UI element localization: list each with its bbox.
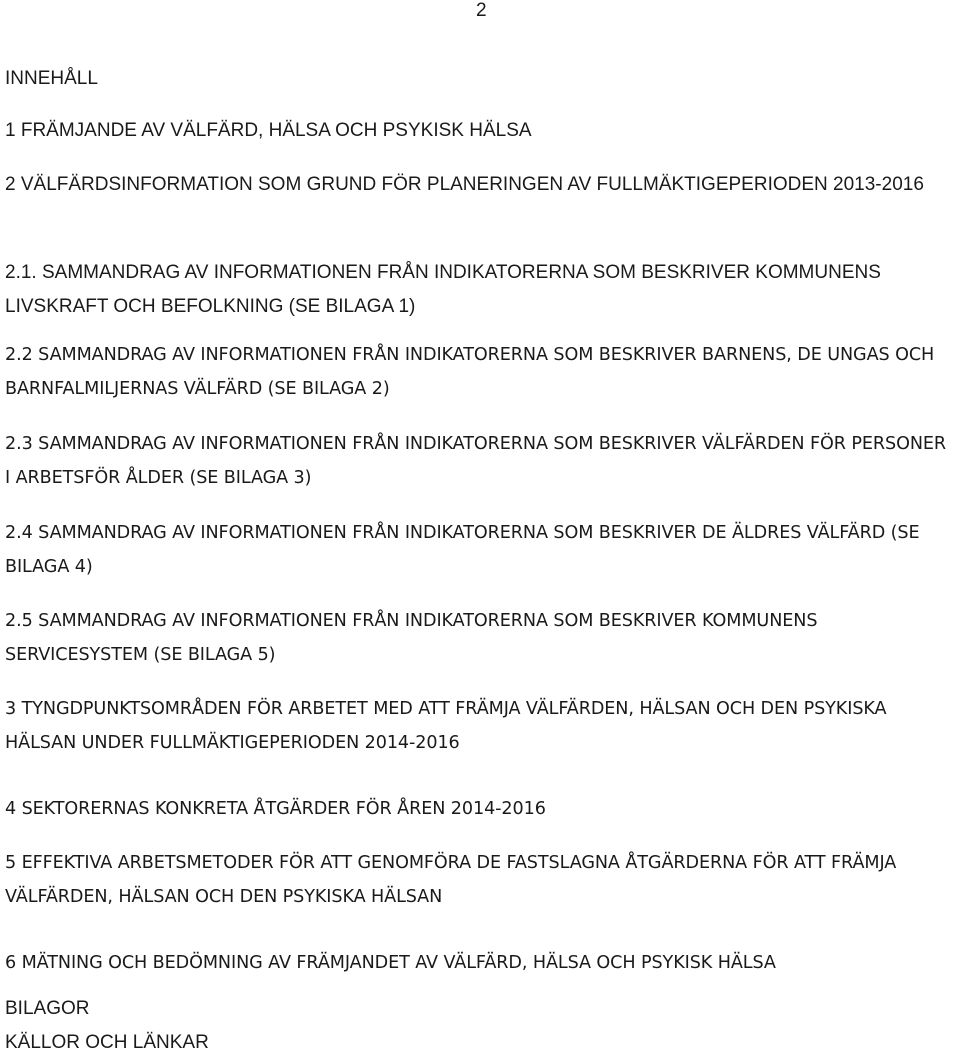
toc-entry-2-3: 2.3 SAMMANDRAG AV INFORMATIONEN FRÅN INDIKATORERNA SOM BESKRIVER VÄLFÄRDEN FÖR PERSONER I ARBETSFÖR ÅLDER (SE BILAGA 3) <box>5 434 947 488</box>
toc-entry-2-5: 2.5 SAMMANDRAG AV INFORMATIONEN FRÅN INDIKATORERNA SOM BESKRIVER KOMMUNENS SERVICESYSTEM (SE BILAGA 5) <box>5 611 818 665</box>
toc-entry-4: 4 SEKTORERNAS KONKRETA ÅTGÄRDER FÖR ÅREN 2014-2016 <box>5 799 546 819</box>
toc-entry-1: 1 FRÄMJANDE AV VÄLFÄRD, HÄLSA OCH PSYKISK HÄLSA <box>5 120 532 141</box>
toc-entry-bilagor: BILAGOR <box>5 998 90 1019</box>
toc-entry-2: 2 VÄLFÄRDSINFORMATION SOM GRUND FÖR PLANERINGEN AV FULLMÄKTIGEPERIODEN 2013-2016 <box>5 174 924 195</box>
toc-entry-3: 3 TYNGDPUNKTSOMRÅDEN FÖR ARBETET MED ATT FRÄMJA VÄLFÄRDEN, HÄLSAN OCH DEN PSYKISKA HÄLSAN UNDER FULLMÄKTIGEPERIODEN 2014-2016 <box>5 699 887 753</box>
toc-entry-6: 6 MÄTNING OCH BEDÖMNING AV FRÄMJANDET AV VÄLFÄRD, HÄLSA OCH PSYKISK HÄLSA <box>5 953 776 973</box>
toc-entry-kallor: KÄLLOR OCH LÄNKAR <box>5 1032 209 1053</box>
page-number: 2 <box>476 0 487 21</box>
toc-entry-5: 5 EFFEKTIVA ARBETSMETODER FÖR ATT GENOMFÖRA DE FASTSLAGNA ÅTGÄRDERNA FÖR ATT FRÄMJA VÄLFÄRDEN, HÄLSAN OCH DEN PSYKISKA HÄLSAN <box>5 853 897 907</box>
toc-heading: INNEHÅLL <box>5 68 98 89</box>
toc-entry-2-2: 2.2 SAMMANDRAG AV INFORMATIONEN FRÅN INDIKATORERNA SOM BESKRIVER BARNENS, DE UNGAS OCH BARNFALMILJERNAS VÄLFÄRD (SE BILAGA 2) <box>5 345 935 399</box>
toc-entry-2-4: 2.4 SAMMANDRAG AV INFORMATIONEN FRÅN INDIKATORERNA SOM BESKRIVER DE ÄLDRES VÄLFÄRD (SE BILAGA 4) <box>5 523 920 577</box>
toc-entry-2-1: 2.1. SAMMANDRAG AV INFORMATIONEN FRÅN INDIKATORERNA SOM BESKRIVER KOMMUNENS LIVSKRAFT OCH BEFOLKNING (SE BILAGA 1) <box>5 262 881 317</box>
